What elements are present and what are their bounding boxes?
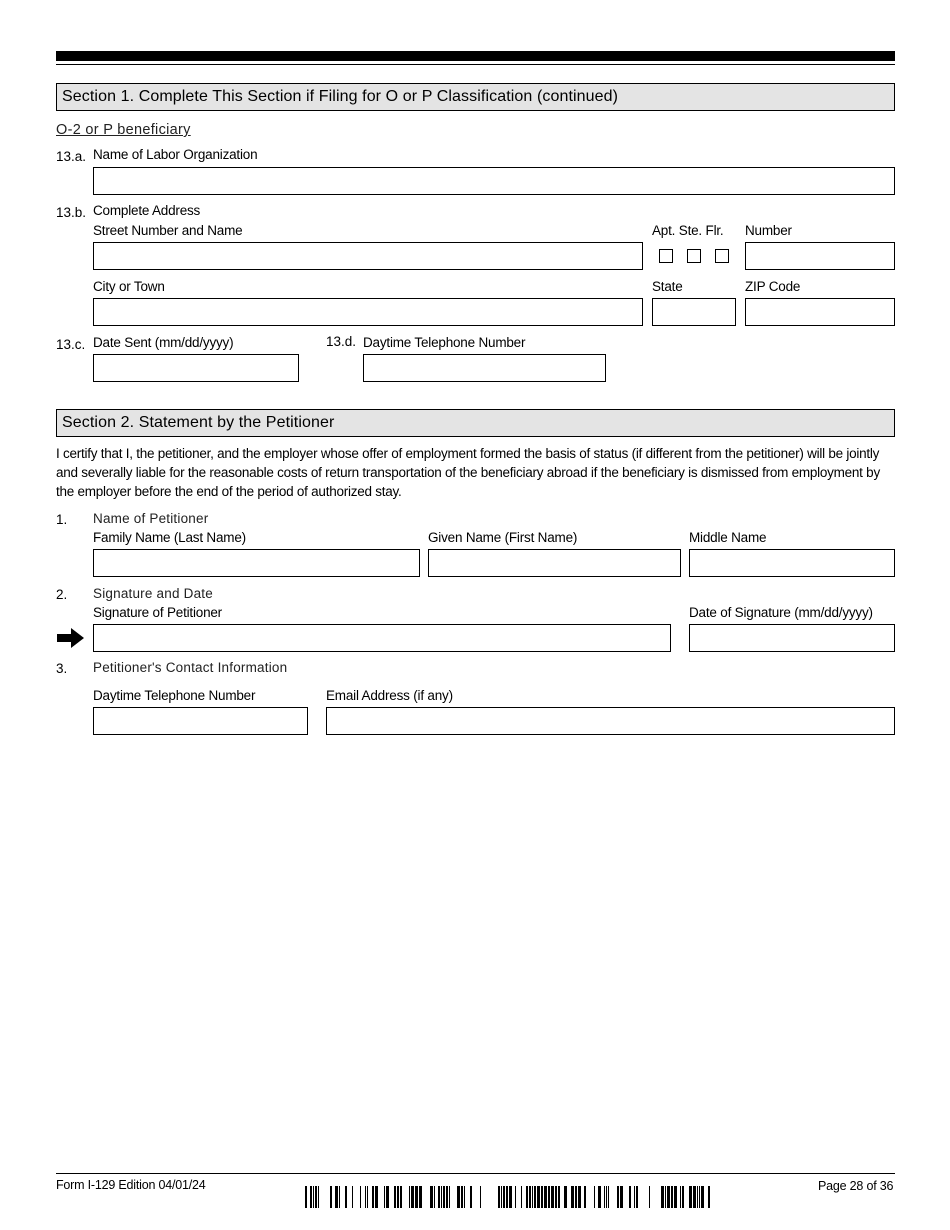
barcode-bar bbox=[667, 1186, 670, 1208]
item-1-number: 1. bbox=[56, 512, 68, 527]
given-name-label: Given Name (First Name) bbox=[428, 530, 578, 545]
barcode-bar bbox=[578, 1186, 581, 1208]
signature-label: Signature of Petitioner bbox=[93, 605, 222, 620]
barcode-bar bbox=[446, 1186, 448, 1208]
item-2-number: 2. bbox=[56, 587, 68, 602]
signature-date-heading: Signature and Date bbox=[93, 586, 213, 601]
section2-header: Section 2. Statement by the Petitioner bbox=[56, 409, 895, 437]
item-13d-number: 13.d. bbox=[326, 334, 357, 349]
number-label: Number bbox=[745, 223, 792, 238]
date-sent-input[interactable] bbox=[93, 354, 299, 382]
barcode-bar bbox=[636, 1186, 638, 1208]
barcode-bar bbox=[498, 1186, 500, 1208]
barcode-bar bbox=[526, 1186, 528, 1208]
ste-checkbox[interactable] bbox=[687, 249, 701, 263]
labor-org-input[interactable] bbox=[93, 167, 895, 195]
barcode-bar bbox=[449, 1186, 450, 1208]
barcode-bar bbox=[529, 1186, 531, 1208]
barcode-bar bbox=[480, 1186, 481, 1208]
email-input[interactable] bbox=[326, 707, 895, 735]
zip-input[interactable] bbox=[745, 298, 895, 326]
barcode-bar bbox=[594, 1186, 595, 1208]
barcode-bar bbox=[315, 1186, 317, 1208]
barcode-bar bbox=[620, 1186, 623, 1208]
barcode-bar bbox=[330, 1186, 332, 1208]
barcode-bar bbox=[503, 1186, 505, 1208]
barcode-bar bbox=[506, 1186, 508, 1208]
barcode-bar bbox=[608, 1186, 609, 1208]
state-label: State bbox=[652, 279, 683, 294]
barcode-bar bbox=[305, 1186, 307, 1208]
top-rule-thick bbox=[56, 51, 895, 61]
city-label: City or Town bbox=[93, 279, 165, 294]
barcode-bar bbox=[682, 1186, 684, 1208]
item-13a-number: 13.a. bbox=[56, 149, 87, 164]
barcode-bar bbox=[457, 1186, 460, 1208]
barcode-bar bbox=[434, 1186, 435, 1208]
barcode-bar bbox=[606, 1186, 607, 1208]
barcode-bar bbox=[415, 1186, 418, 1208]
barcode-bar bbox=[386, 1186, 389, 1208]
petitioner-phone-label: Daytime Telephone Number bbox=[93, 688, 256, 703]
street-label: Street Number and Name bbox=[93, 223, 243, 238]
barcode-bar bbox=[515, 1186, 516, 1208]
given-name-input[interactable] bbox=[428, 549, 681, 577]
number-input[interactable] bbox=[745, 242, 895, 270]
barcode-bar bbox=[548, 1186, 550, 1208]
barcode-bar bbox=[532, 1186, 533, 1208]
daytime-phone-label-13d: Daytime Telephone Number bbox=[363, 335, 526, 350]
barcode-bar bbox=[372, 1186, 374, 1208]
page-number: Page 28 of 36 bbox=[818, 1179, 894, 1193]
section1-header: Section 1. Complete This Section if Filing for O or P Classification (continued) bbox=[56, 83, 895, 111]
barcode-bar bbox=[411, 1186, 414, 1208]
barcode-bar bbox=[367, 1186, 368, 1208]
barcode-bar bbox=[365, 1186, 366, 1208]
barcode-bar bbox=[671, 1186, 673, 1208]
barcode-bar bbox=[584, 1186, 586, 1208]
barcode-bar bbox=[551, 1186, 554, 1208]
barcode-bar bbox=[409, 1186, 410, 1208]
barcode-bar bbox=[604, 1186, 605, 1208]
barcode-bar bbox=[509, 1186, 512, 1208]
barcode-bar bbox=[708, 1186, 710, 1208]
barcode-bar bbox=[537, 1186, 540, 1208]
apt-ste-flr-label: Apt. Ste. Flr. bbox=[652, 223, 724, 238]
barcode-bar bbox=[339, 1186, 340, 1208]
zip-label: ZIP Code bbox=[745, 279, 801, 294]
date-sent-label: Date Sent (mm/dd/yyyy) bbox=[93, 335, 234, 350]
barcode-bar bbox=[441, 1186, 442, 1208]
barcode-bar bbox=[634, 1186, 635, 1208]
barcode-bar bbox=[430, 1186, 433, 1208]
barcode-bar bbox=[689, 1186, 692, 1208]
barcode-bar bbox=[541, 1186, 543, 1208]
barcode-bar bbox=[443, 1186, 445, 1208]
middle-name-label: Middle Name bbox=[689, 530, 767, 545]
barcode-bar bbox=[680, 1186, 681, 1208]
barcode-bar bbox=[375, 1186, 378, 1208]
barcode-bar bbox=[555, 1186, 557, 1208]
barcode-bar bbox=[699, 1186, 700, 1208]
barcode-bar bbox=[629, 1186, 631, 1208]
daytime-phone-input-13d[interactable] bbox=[363, 354, 606, 382]
barcode-bar bbox=[665, 1186, 666, 1208]
date-of-signature-input[interactable] bbox=[689, 624, 895, 652]
barcode-bar bbox=[438, 1186, 440, 1208]
barcode-bar bbox=[345, 1186, 347, 1208]
barcode-bar bbox=[693, 1186, 696, 1208]
family-name-label: Family Name (Last Name) bbox=[93, 530, 246, 545]
city-input[interactable] bbox=[93, 298, 643, 326]
petitioner-statement: I certify that I, the petitioner, and the employer whose offer of employment formed the basis of status (if different from the petitioner) will be jointly and severally liable for the reasonable costs of return transportation of the beneficiary abroad if the beneficiary is dismissed from employment by the employer before the end of the period of authorized stay. bbox=[56, 446, 880, 499]
barcode-bar bbox=[400, 1186, 402, 1208]
barcode-bar bbox=[521, 1186, 522, 1208]
signature-input[interactable] bbox=[93, 624, 671, 652]
barcode-bar bbox=[335, 1186, 338, 1208]
barcode-bar bbox=[617, 1186, 619, 1208]
barcode-bar bbox=[397, 1186, 399, 1208]
barcode-bar bbox=[564, 1186, 567, 1208]
barcode-bar bbox=[464, 1186, 465, 1208]
barcode-bar bbox=[558, 1186, 560, 1208]
barcode-bar bbox=[544, 1186, 547, 1208]
barcode-bar bbox=[318, 1186, 319, 1208]
barcode-bar bbox=[571, 1186, 574, 1208]
barcode-bar bbox=[575, 1186, 577, 1208]
barcode-bar bbox=[470, 1186, 472, 1208]
item-13c-number: 13.c. bbox=[56, 337, 86, 352]
barcode-bar bbox=[352, 1186, 353, 1208]
barcode-bar bbox=[313, 1186, 314, 1208]
footer-rule bbox=[56, 1173, 895, 1174]
barcode-bar bbox=[661, 1186, 664, 1208]
barcode-bar bbox=[649, 1186, 650, 1208]
barcode-bar bbox=[394, 1186, 396, 1208]
labor-org-label: Name of Labor Organization bbox=[93, 147, 258, 162]
barcode-bar bbox=[674, 1186, 677, 1208]
form-edition: Form I-129 Edition 04/01/24 bbox=[56, 1178, 206, 1192]
barcode-bar bbox=[598, 1186, 601, 1208]
street-input[interactable] bbox=[93, 242, 643, 270]
top-rule-thin bbox=[56, 64, 895, 65]
date-of-signature-label: Date of Signature (mm/dd/yyyy) bbox=[689, 605, 873, 620]
subheading-beneficiary: O-2 or P beneficiary bbox=[56, 122, 191, 138]
petitioner-phone-input[interactable] bbox=[93, 707, 308, 735]
barcode-bar bbox=[360, 1186, 361, 1208]
state-select[interactable] bbox=[652, 298, 736, 326]
middle-name-input[interactable] bbox=[689, 549, 895, 577]
barcode-bar bbox=[419, 1186, 422, 1208]
apt-checkbox[interactable] bbox=[659, 249, 673, 263]
email-label: Email Address (if any) bbox=[326, 688, 453, 703]
barcode-bar bbox=[534, 1186, 536, 1208]
arrow-right-icon bbox=[57, 628, 85, 648]
name-of-petitioner-heading: Name of Petitioner bbox=[93, 511, 209, 526]
complete-address-label: Complete Address bbox=[93, 203, 201, 218]
barcode-bar bbox=[501, 1186, 502, 1208]
barcode-bar bbox=[384, 1186, 385, 1208]
barcode-bar bbox=[461, 1186, 463, 1208]
family-name-input[interactable] bbox=[93, 549, 420, 577]
barcode-bar bbox=[697, 1186, 698, 1208]
contact-info-heading: Petitioner's Contact Information bbox=[93, 660, 288, 675]
barcode-image bbox=[305, 1186, 713, 1208]
item-13b-number: 13.b. bbox=[56, 205, 87, 220]
barcode-bar bbox=[310, 1186, 312, 1208]
flr-checkbox[interactable] bbox=[715, 249, 729, 263]
item-3-number: 3. bbox=[56, 661, 68, 676]
barcode-bar bbox=[701, 1186, 704, 1208]
